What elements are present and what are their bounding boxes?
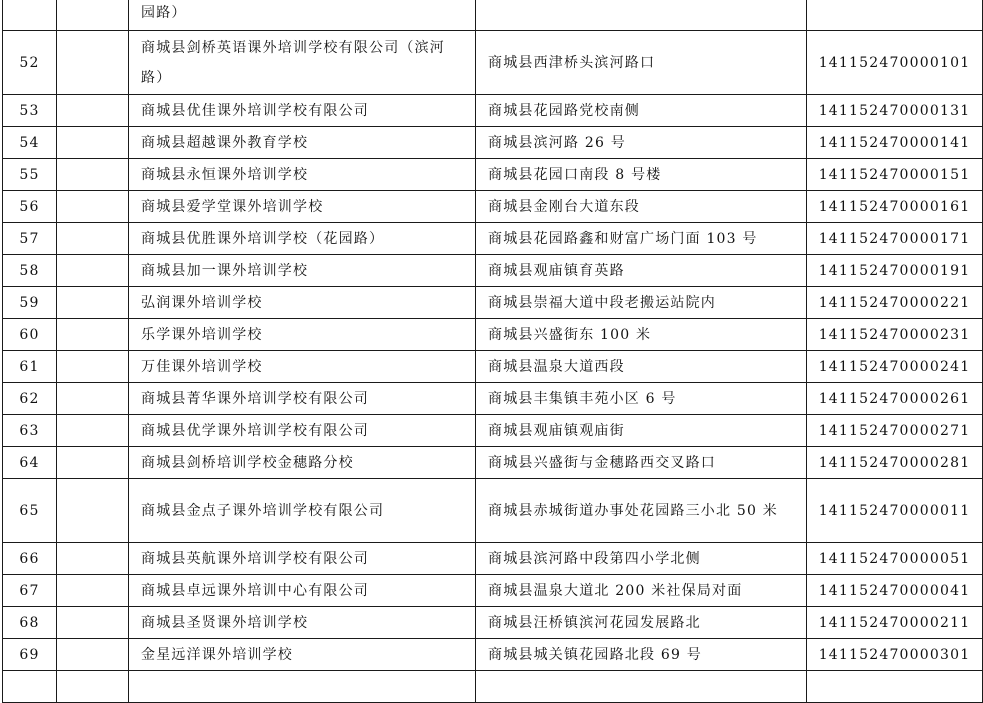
blank-cell: [57, 31, 129, 95]
code-cell: [807, 671, 983, 703]
code-cell: 141152470000171: [807, 223, 983, 255]
table-row: [3, 543, 983, 575]
table-row: [3, 95, 983, 127]
school-name-cell: [129, 671, 476, 703]
address-cell: 商城县滨河路 26 号: [476, 127, 807, 159]
code-cell: 141152470000151: [807, 159, 983, 191]
address-cell: 商城县观庙镇观庙街: [476, 415, 807, 447]
table-row: [3, 607, 983, 639]
blank-cell: [57, 575, 129, 607]
school-name-cell: 万佳课外培训学校: [129, 351, 476, 383]
address-cell: 商城县花园路党校南侧: [476, 95, 807, 127]
code-cell: [807, 0, 983, 31]
row-number-cell: 58: [3, 255, 57, 287]
table-row: [3, 319, 983, 351]
school-name-cell: 商城县优胜课外培训学校（花园路）: [129, 223, 476, 255]
blank-cell: [57, 671, 129, 703]
code-cell: 141152470000231: [807, 319, 983, 351]
code-cell: 141152470000301: [807, 639, 983, 671]
row-number-cell: 67: [3, 575, 57, 607]
blank-cell: [57, 223, 129, 255]
blank-cell: [57, 0, 129, 31]
address-cell: 商城县兴盛街东 100 米: [476, 319, 807, 351]
row-number-cell: [3, 671, 57, 703]
row-number-cell: 52: [3, 31, 57, 95]
table-row: [3, 575, 983, 607]
address-cell: 商城县汪桥镇滨河花园发展路北: [476, 607, 807, 639]
row-number-cell: 65: [3, 479, 57, 543]
code-cell: 141152470000281: [807, 447, 983, 479]
row-number-cell: 66: [3, 543, 57, 575]
blank-cell: [57, 319, 129, 351]
row-number-cell: 61: [3, 351, 57, 383]
code-cell: 141152470000051: [807, 543, 983, 575]
school-name-cell: 弘润课外培训学校: [129, 287, 476, 319]
code-cell: 141152470000261: [807, 383, 983, 415]
blank-cell: [57, 127, 129, 159]
code-cell: 141152470000191: [807, 255, 983, 287]
row-number-cell: [3, 0, 57, 31]
row-number-cell: 64: [3, 447, 57, 479]
row-number-cell: 57: [3, 223, 57, 255]
address-cell: 商城县花园路鑫和财富广场门面 103 号: [476, 223, 807, 255]
row-number-cell: 53: [3, 95, 57, 127]
code-cell: 141152470000041: [807, 575, 983, 607]
code-cell: 141152470000161: [807, 191, 983, 223]
code-cell: 141152470000211: [807, 607, 983, 639]
row-number-cell: 69: [3, 639, 57, 671]
address-cell: [476, 0, 807, 31]
blank-cell: [57, 351, 129, 383]
row-number-cell: 68: [3, 607, 57, 639]
address-cell: 商城县丰集镇丰苑小区 6 号: [476, 383, 807, 415]
school-name-cell: 商城县加一课外培训学校: [129, 255, 476, 287]
blank-cell: [57, 639, 129, 671]
address-cell: 商城县金刚台大道东段: [476, 191, 807, 223]
row-number-cell: 59: [3, 287, 57, 319]
address-cell: 商城县温泉大道西段: [476, 351, 807, 383]
row-number-cell: 62: [3, 383, 57, 415]
school-name-cell: 商城县剑桥英语课外培训学校有限公司（滨河路）: [129, 31, 476, 95]
address-cell: 商城县赤城街道办事处花园路三小北 50 米: [476, 479, 807, 543]
table-row: [3, 159, 983, 191]
school-name-cell: 商城县剑桥培训学校金穗路分校: [129, 447, 476, 479]
table-row: [3, 287, 983, 319]
code-cell: 141152470000241: [807, 351, 983, 383]
table-row: [3, 191, 983, 223]
school-name-cell: 商城县卓远课外培训中心有限公司: [129, 575, 476, 607]
school-name-cell: 商城县爱学堂课外培训学校: [129, 191, 476, 223]
code-cell: 141152470000101: [807, 31, 983, 95]
table-row: [3, 671, 983, 703]
code-cell: 141152470000221: [807, 287, 983, 319]
table-row: [3, 127, 983, 159]
row-number-cell: 54: [3, 127, 57, 159]
table-row: [3, 447, 983, 479]
table-row: [3, 31, 983, 95]
address-cell: 商城县兴盛街与金穗路西交叉路口: [476, 447, 807, 479]
school-name-cell: 商城县金点子课外培训学校有限公司: [129, 479, 476, 543]
address-cell: 商城县西津桥头滨河路口: [476, 31, 807, 95]
blank-cell: [57, 479, 129, 543]
address-cell: [476, 671, 807, 703]
school-name-cell: 商城县英航课外培训学校有限公司: [129, 543, 476, 575]
school-name-cell: 乐学课外培训学校: [129, 319, 476, 351]
code-cell: 141152470000131: [807, 95, 983, 127]
blank-cell: [57, 95, 129, 127]
school-name-cell: 园路）: [129, 0, 476, 31]
school-name-cell: 商城县永恒课外培训学校: [129, 159, 476, 191]
table-row: [3, 415, 983, 447]
table-row: [3, 479, 983, 543]
row-number-cell: 56: [3, 191, 57, 223]
table-row: [3, 639, 983, 671]
blank-cell: [57, 255, 129, 287]
blank-cell: [57, 415, 129, 447]
row-number-cell: 55: [3, 159, 57, 191]
school-name-cell: 商城县优学课外培训学校有限公司: [129, 415, 476, 447]
blank-cell: [57, 607, 129, 639]
school-name-cell: 商城县超越课外教育学校: [129, 127, 476, 159]
blank-cell: [57, 159, 129, 191]
address-cell: 商城县观庙镇育英路: [476, 255, 807, 287]
school-name-cell: 金星远洋课外培训学校: [129, 639, 476, 671]
school-name-cell: 商城县圣贤课外培训学校: [129, 607, 476, 639]
code-cell: 141152470000011: [807, 479, 983, 543]
table-row: [3, 0, 983, 31]
blank-cell: [57, 447, 129, 479]
blank-cell: [57, 287, 129, 319]
school-name-cell: 商城县优佳课外培训学校有限公司: [129, 95, 476, 127]
address-cell: 商城县城关镇花园路北段 69 号: [476, 639, 807, 671]
blank-cell: [57, 543, 129, 575]
row-number-cell: 60: [3, 319, 57, 351]
address-cell: 商城县滨河路中段第四小学北侧: [476, 543, 807, 575]
table-row: [3, 383, 983, 415]
table-row: [3, 351, 983, 383]
code-cell: 141152470000271: [807, 415, 983, 447]
table-row: [3, 255, 983, 287]
table-row: [3, 223, 983, 255]
address-cell: 商城县温泉大道北 200 米社保局对面: [476, 575, 807, 607]
address-cell: 商城县崇福大道中段老搬运站院内: [476, 287, 807, 319]
address-cell: 商城县花园口南段 8 号楼: [476, 159, 807, 191]
row-number-cell: 63: [3, 415, 57, 447]
blank-cell: [57, 383, 129, 415]
code-cell: 141152470000141: [807, 127, 983, 159]
blank-cell: [57, 191, 129, 223]
school-name-cell: 商城县菁华课外培训学校有限公司: [129, 383, 476, 415]
school-registry-table: [2, 0, 983, 703]
